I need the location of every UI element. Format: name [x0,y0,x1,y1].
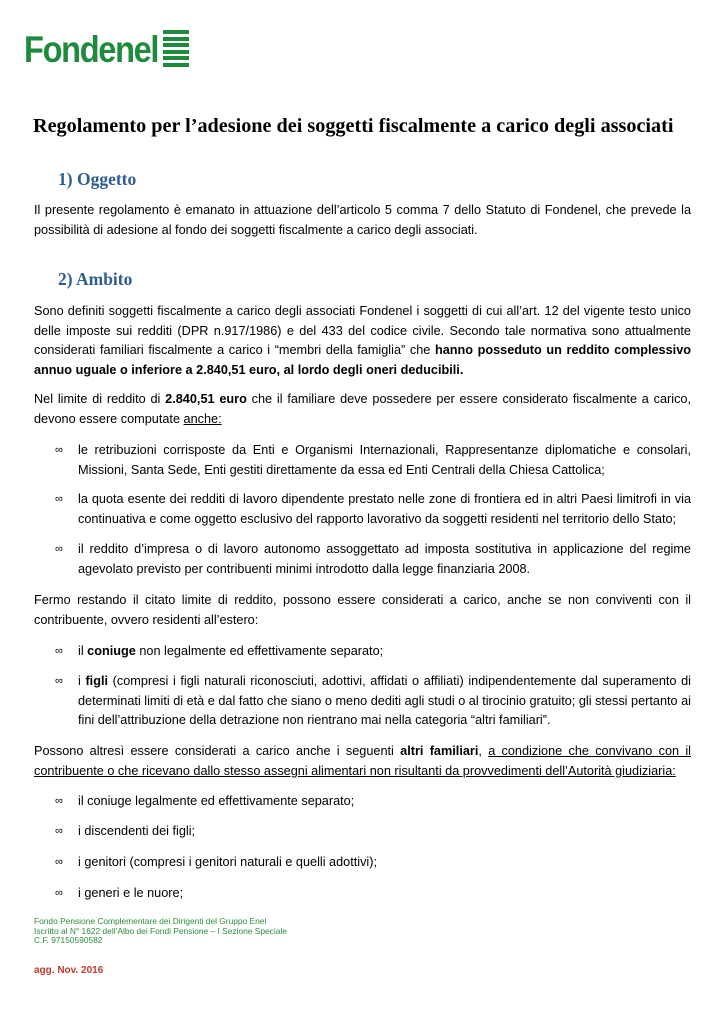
figli-bold: figli [85,674,109,688]
logo-text: Fondenel [24,29,159,70]
footer-line: Iscritto al N° 1622 dell’Albo dei Fondi Pensione – I Sezione Speciale [34,925,287,936]
bullet-marker-icon: ∞ [55,675,63,687]
update-date: agg. Nov. 2016 [34,965,104,976]
section-heading-oggetto: 1) Oggetto [58,169,137,189]
footer-line: C.F. 97150590582 [34,935,103,946]
list-item [55,490,691,529]
list-item-text: il coniuge legalmente ed effettivamente separato; [78,794,355,808]
possono-underlined: a condizione che convivano con il contribuente o che ricevano dallo stesso assegni alimentari non risultanti da provvedimenti dell’Autorità giudiziaria: [34,744,691,778]
list-item [55,792,691,812]
bullet-marker-icon: ∞ [55,795,63,807]
list-item-text: i discendenti dei figli; [78,824,196,838]
list-item-text: le retribuzioni corrisposte da Enti e Organismi Internazionali, Rappresentanze diplomatiche e consolari, Missioni, Santa Sede, Enti gestiti direttamente da essa ed Enti Centrali della Chiesa Cattolica; [78,443,691,477]
footer-line: Fondo Pensione Complementare dei Dirigenti del Gruppo Enel [34,916,267,926]
section-heading-ambito: 2) Ambito [58,269,133,289]
list-item-text: la quota esente dei redditi di lavoro dipendente prestato nelle zone di frontiera ed in altri Paesi limitrofi in via continuativa e come oggetto esclusivo del rapporto lavorativo da soggetti residenti nel territorio dello Stato; [78,492,691,526]
paragraph-possono [34,742,691,781]
logo-bars-icon [163,30,189,70]
figli-suffix: (compresi i figli naturali riconosciuti, adottivi, affidati o affiliati) indipendentemente dal superamento di determinati limiti di età e dal fatto che siano o meno dediti agli studi o al tirocinio gratuito; gli stessi pertanto ai fini dell’attribuzione della detrazione non rientrano mai nella categoria “altri familiari”. [78,674,691,728]
fondenel-logo [24,26,176,74]
list-item [55,642,691,662]
possono-text: Possono altresì essere considerati a carico anche i seguenti [34,744,401,758]
limite-anche: anche: [183,411,222,426]
list-item-text: i genitori (compresi i genitori naturali e quelli adottivi); [78,855,377,869]
possono-comma: , [478,744,489,758]
coniuge-prefix: il [78,644,88,658]
bullet-marker-icon: ∞ [55,444,63,456]
paragraph-limite [34,390,691,429]
bullet-marker-icon: ∞ [55,645,63,657]
ambito-text: Sono definiti soggetti fiscalmente a carico degli associati Fondenel i soggetti di cui all’art. 12 del vigente testo unico delle imposte sui redditi (DPR n.917/1986) e del 433 del codice civile. Secondo tale normativa sono attualmente considerati familiari fiscalmente a carico i “membri della famiglia” che [34,304,691,358]
figli-prefix: i [78,674,86,688]
bullet-marker-icon: ∞ [55,493,63,505]
list-item-text: i generi e le nuore; [78,886,184,900]
list-item [55,672,691,731]
coniuge-bold: coniuge [87,644,136,658]
bullet-marker-icon: ∞ [55,825,63,837]
list-item-text [78,672,691,731]
limite-amount: 2.840,51 euro [165,392,247,406]
paragraph-fermo: Fermo restando il citato limite di reddito, possono essere considerati a carico, anche se non conviventi con il contribuente, ovvero residenti all’estero: [34,593,691,627]
page-footer [34,917,287,946]
list-item-text: il reddito d’impresa o di lavoro autonomo assoggettato ad imposta sostitutiva in applicazione del regime agevolato previsto per contribuenti minimi introdotto dalla legge finanziaria 2008. [78,542,691,576]
paragraph-ambito [34,302,691,380]
bullet-marker-icon: ∞ [55,856,63,868]
ambito-bold-text: hanno posseduto un reddito complessivo annuo uguale o inferiore a 2.840,51 euro, al lordo degli oneri deducibili. [34,343,691,377]
bullet-marker-icon: ∞ [55,543,63,555]
limite-text-2: che il familiare deve possedere per essere considerato fiscalmente a carico, devono essere computate [34,392,692,426]
list-item [55,853,691,873]
list-item [55,441,691,480]
bullet-marker-icon: ∞ [55,887,63,899]
list-item [55,822,691,842]
page-title: Regolamento per l’adesione dei soggetti fiscalmente a carico degli associati [33,115,674,137]
limite-text: Nel limite di reddito di [34,392,166,406]
paragraph-oggetto: Il presente regolamento è emanato in attuazione dell’articolo 5 comma 7 dello Statuto di Fondenel, che prevede la possibilità di adesione al fondo dei soggetti fiscalmente a carico degli associati. [34,203,691,237]
list-item [55,884,691,904]
possono-bold: altri familiari [400,744,479,758]
coniuge-suffix: non legalmente ed effettivamente separato; [135,644,384,658]
list-item [55,540,691,579]
list-item-text [78,642,691,662]
